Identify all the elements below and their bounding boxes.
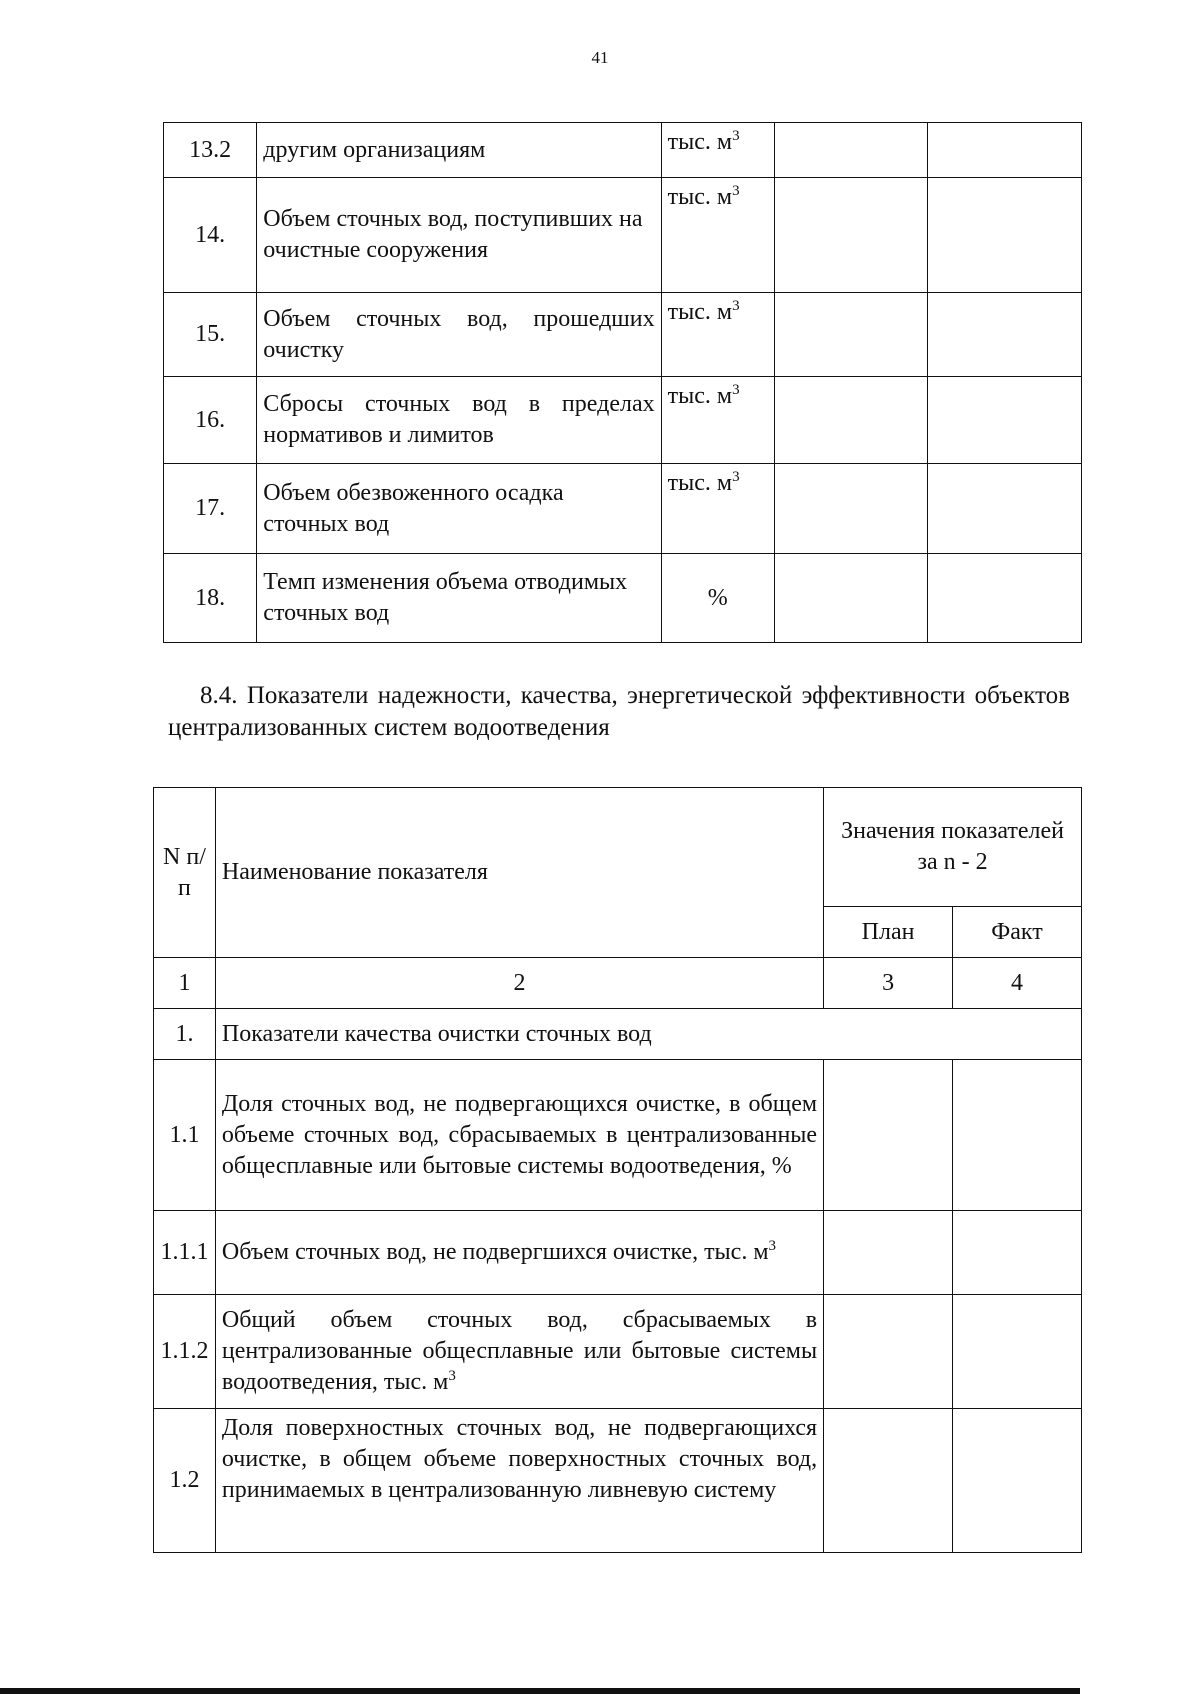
row-name: другим организациям (257, 123, 661, 178)
value-cell (774, 464, 928, 554)
header-number: N п/п (154, 788, 216, 958)
table-row (164, 464, 1082, 554)
value-cell (774, 178, 928, 293)
bottom-rule (0, 1688, 1080, 1694)
row-number: 18. (164, 554, 257, 643)
row-unit: тыс. $м^3$ (661, 178, 774, 293)
value-cell (774, 123, 928, 178)
row-number: 1. (154, 1009, 216, 1060)
row-number: 16. (164, 377, 257, 464)
row-name: Темп изменения объема отводимых сточных вод (257, 554, 661, 643)
row-name: Сбросы сточных вод в пределах нормативов и лимитов (257, 377, 661, 464)
plan-cell (824, 1060, 953, 1211)
row-name: Объем сточных вод, поступивших на очистные сооружения (257, 178, 661, 293)
header-values: Значения показателей за n - 2 (824, 788, 1082, 907)
plan-cell (824, 1211, 953, 1295)
row-unit: тыс. $м^3$ (661, 377, 774, 464)
page-number: 41 (591, 48, 609, 67)
reliability-indicators-table (153, 787, 1082, 1553)
row-name: Доля сточных вод, не подвергающихся очистке, в общем объеме сточных вод, сбрасываемых в централизованные общесплавные или бытовые системы водоотведения, % (215, 1060, 823, 1211)
row-unit: тыс. $м^3$ (661, 123, 774, 178)
header-fact: Факт (953, 907, 1082, 958)
section-heading: 8.4. Показатели надежности, качества, энергетической эффективности объектов централизованных систем водоотведения (168, 682, 1070, 741)
wastewater-volume-table (163, 122, 1082, 643)
value-cell (928, 554, 1082, 643)
row-number: 13.2 (164, 123, 257, 178)
row-name: Объем обезвоженного осадка сточных вод (257, 464, 661, 554)
table-row (164, 554, 1082, 643)
row-number: 1.2 (154, 1409, 216, 1553)
row-unit: тыс. $м^3$ (661, 293, 774, 377)
value-cell (928, 293, 1082, 377)
table-row (154, 1060, 1082, 1211)
row-number: 15. (164, 293, 257, 377)
value-cell (774, 554, 928, 643)
header-row (154, 788, 1082, 907)
column-number: 3 (824, 958, 953, 1009)
plan-cell (824, 1295, 953, 1409)
row-number: 1.1.1 (154, 1211, 216, 1295)
column-number: 2 (215, 958, 823, 1009)
row-name: Объем сточных вод, прошедших очистку (257, 293, 661, 377)
table-row (164, 293, 1082, 377)
fact-cell (953, 1295, 1082, 1409)
table-row (154, 1295, 1082, 1409)
section-title: Показатели качества очистки сточных вод (215, 1009, 1081, 1060)
section-row (154, 1009, 1082, 1060)
table-row (164, 178, 1082, 293)
row-unit: % (661, 554, 774, 643)
row-number: 1.1 (154, 1060, 216, 1211)
table-row (154, 1211, 1082, 1295)
row-number: 14. (164, 178, 257, 293)
row-name: Общий объем сточных вод, сбрасываемых в централизованные общесплавные или бытовые системы водоотведения, тыс. $м^3$ (215, 1295, 823, 1409)
table-row (164, 123, 1082, 178)
value-cell (928, 178, 1082, 293)
column-number-row (154, 958, 1082, 1009)
column-number: 4 (953, 958, 1082, 1009)
row-name: Объем сточных вод, не подвергшихся очистке, тыс. $м^3$ (215, 1211, 823, 1295)
row-number: 17. (164, 464, 257, 554)
row-unit: тыс. $м^3$ (661, 464, 774, 554)
header-name: Наименование показателя (215, 788, 823, 958)
fact-cell (953, 1060, 1082, 1211)
row-number: 1.1.2 (154, 1295, 216, 1409)
table-row (154, 1409, 1082, 1553)
value-cell (928, 464, 1082, 554)
value-cell (774, 377, 928, 464)
fact-cell (953, 1211, 1082, 1295)
value-cell (928, 377, 1082, 464)
column-number: 1 (154, 958, 216, 1009)
row-name: Доля поверхностных сточных вод, не подвергающихся очистке, в общем объеме поверхностных сточных вод, принимаемых в централизованную ливневую систему (215, 1409, 823, 1553)
header-plan: План (824, 907, 953, 958)
value-cell (928, 123, 1082, 178)
fact-cell (953, 1409, 1082, 1553)
value-cell (774, 293, 928, 377)
plan-cell (824, 1409, 953, 1553)
table-row (164, 377, 1082, 464)
